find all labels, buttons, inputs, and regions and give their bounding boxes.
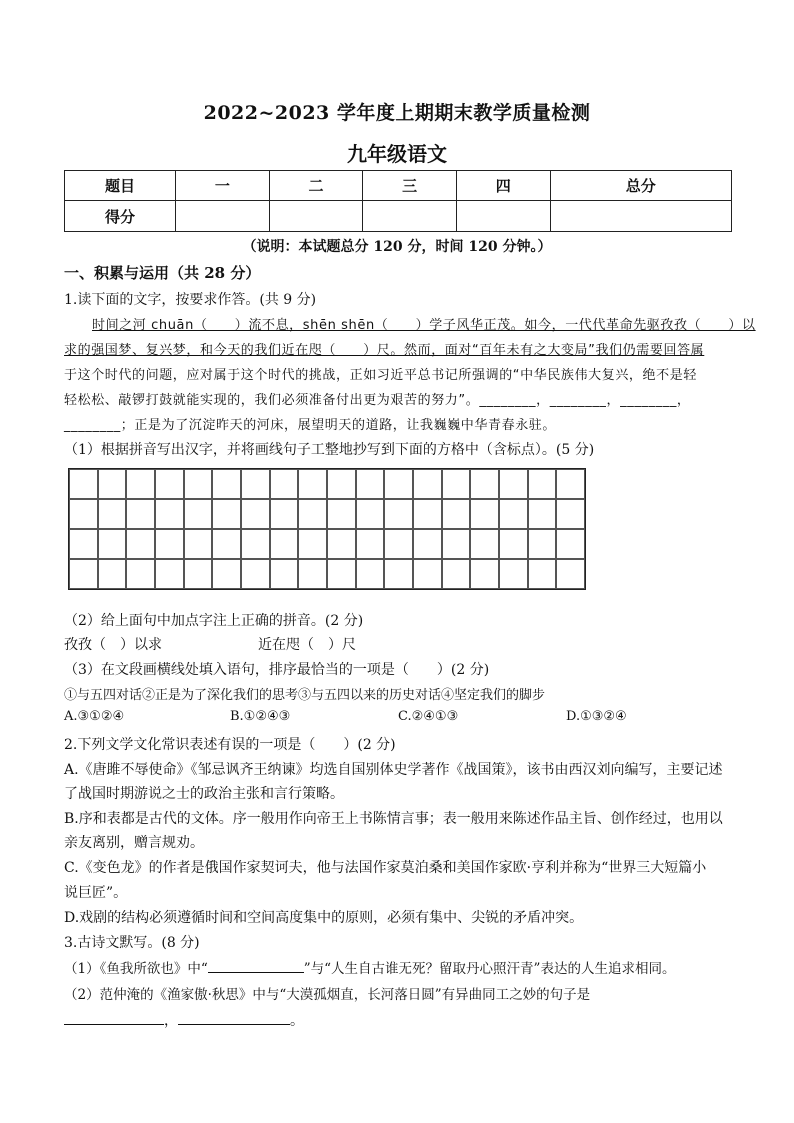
passage-line-1: 时间之河 chuān（ ）流不息，shēn shēn（ ）学子风华正茂。如今，一代代革命先驱孜孜（ ）以 — [92, 318, 756, 333]
grid-cell[interactable] — [184, 529, 213, 559]
grid-cell[interactable] — [327, 559, 356, 589]
grid-cell[interactable] — [499, 559, 528, 589]
score-col-4: 四 — [456, 171, 550, 201]
grid-cell[interactable] — [184, 469, 213, 499]
grid-cell[interactable] — [528, 469, 557, 499]
grid-cell[interactable] — [384, 499, 413, 529]
q2-option-a-line1: A.《唐雎不辱使命》《邹忌讽齐王纳谏》均选自国别体史学著作《战国策》，该书由西汉刘向编写，主要记述 — [64, 762, 723, 778]
passage-line-4: 轻松松、敲锣打鼓就能实现的，我们必须准备付出更为艰苦的努力”。________，________，________， — [64, 393, 691, 408]
passage-line-3: 于这个时代的问题，应对属于这个时代的挑战，正如习近平总书记所强调的“中华民族伟大复兴，绝不是轻 — [64, 368, 697, 383]
q1-sub2: （2）给上面句中加点字注上正确的拼音。(2 分) — [64, 613, 364, 629]
grid-cell[interactable] — [442, 469, 471, 499]
grid-cell[interactable] — [298, 499, 327, 529]
score-table — [64, 170, 732, 232]
grid-cell[interactable] — [98, 469, 127, 499]
grid-cell[interactable] — [212, 469, 241, 499]
grid-cell[interactable] — [241, 499, 270, 529]
q3-sub1 — [64, 957, 675, 977]
grid-cell[interactable] — [98, 529, 127, 559]
grid-cell[interactable] — [270, 499, 299, 529]
score-cell[interactable] — [176, 201, 270, 232]
grid-cell[interactable] — [470, 559, 499, 589]
grid-cell[interactable] — [241, 469, 270, 499]
q3-sub2-blanks — [64, 1010, 304, 1030]
grid-cell[interactable] — [556, 499, 585, 529]
grid-cell[interactable] — [470, 469, 499, 499]
option-a[interactable]: A.③①②④ — [64, 709, 125, 724]
grid-cell[interactable] — [327, 469, 356, 499]
score-cell[interactable] — [269, 201, 363, 232]
grid-cell[interactable] — [270, 529, 299, 559]
grid-cell[interactable] — [184, 499, 213, 529]
grid-cell[interactable] — [499, 529, 528, 559]
grid-cell[interactable] — [356, 469, 385, 499]
q1-sub1: （1）根据拼音写出汉字，并将画线句子工整地抄写到下面的方格中（含标点）。(5 分) — [64, 442, 595, 458]
grid-cell[interactable] — [212, 529, 241, 559]
grid-cell[interactable] — [556, 559, 585, 589]
q2-option-c-line1: C.《变色龙》的作者是俄国作家契诃夫，他与法国作家莫泊桑和美国作家欧·亨利并称为“世界三大短篇小 — [64, 860, 707, 876]
grid-cell[interactable] — [384, 529, 413, 559]
q3-sub1-post: ”与“人生自古谁无死？留取丹心照汗青”表达的人生追求相同。 — [303, 961, 676, 977]
q3-stem: 3.古诗文默写。(8 分) — [64, 935, 200, 951]
score-col-2: 二 — [269, 171, 363, 201]
q2-option-b-line2: 亲友离别，赠言规劝。 — [64, 835, 204, 851]
grid-cell[interactable] — [69, 559, 98, 589]
q1-sub3: （3）在文段画横线处填入语句，排序最恰当的一项是（ ）(2 分) — [64, 662, 490, 678]
answer-blank[interactable] — [64, 1010, 164, 1025]
grid-cell[interactable] — [184, 559, 213, 589]
q2-option-b-line1: B.序和表都是古代的文体。序一般用作向帝王上书陈情言事；表一般用来陈述作品主旨、创作经过，也用以 — [64, 811, 723, 827]
grid-cell[interactable] — [69, 469, 98, 499]
grid-cell[interactable] — [98, 499, 127, 529]
score-row-label: 得分 — [65, 201, 176, 232]
score-cell[interactable] — [456, 201, 550, 232]
grid-cell[interactable] — [384, 559, 413, 589]
exam-title: 2022~2023 学年度上期期末教学质量检测 — [203, 102, 591, 124]
grid-cell[interactable] — [298, 559, 327, 589]
score-col-3: 三 — [363, 171, 457, 201]
q1-sub3-items: ①与五四对话②正是为了深化我们的思考③与五四以来的历史对话④坚定我们的脚步 — [64, 688, 546, 703]
grid-cell[interactable] — [356, 559, 385, 589]
grid-cell[interactable] — [556, 469, 585, 499]
q2-option-d: D.戏剧的结构必须遵循时间和空间高度集中的原则，必须有集中、尖锐的矛盾冲突。 — [64, 910, 584, 926]
grid-cell[interactable] — [556, 529, 585, 559]
grid-cell[interactable] — [98, 559, 127, 589]
grid-cell[interactable] — [413, 499, 442, 529]
answer-grid[interactable] — [68, 468, 586, 590]
grid-cell[interactable] — [126, 469, 155, 499]
grid-cell[interactable] — [499, 499, 528, 529]
passage-line-5: ________；正是为了沉淀昨天的河床，展望明天的道路，让我巍巍中华青春永驻。 — [64, 418, 557, 433]
grid-cell[interactable] — [270, 469, 299, 499]
grid-cell[interactable] — [384, 469, 413, 499]
grid-cell[interactable] — [298, 529, 327, 559]
option-d[interactable]: D.①③②④ — [566, 709, 627, 724]
score-row-label: 题目 — [65, 171, 176, 201]
grid-cell[interactable] — [413, 469, 442, 499]
score-col-total: 总分 — [550, 171, 731, 201]
grid-cell[interactable] — [528, 499, 557, 529]
q3-sub2: （2）范仲淹的《渔家傲·秋思》中与“大漠孤烟直，长河落日圆”有异曲同工之妙的句子是 — [64, 987, 591, 1003]
grid-cell[interactable] — [413, 529, 442, 559]
grid-cell[interactable] — [155, 559, 184, 589]
grid-cell[interactable] — [528, 559, 557, 589]
section1-heading: 一、积累与运用（共 28 分） — [64, 264, 261, 282]
q3-sub2-comma: ， — [164, 1013, 178, 1029]
grid-cell[interactable] — [126, 529, 155, 559]
grid-cell[interactable] — [356, 529, 385, 559]
option-c[interactable]: C.②④①③ — [398, 709, 459, 724]
grid-cell[interactable] — [270, 559, 299, 589]
score-table-score-row — [65, 201, 732, 232]
score-table-header-row — [65, 171, 732, 201]
exam-subtitle: 九年级语文 — [347, 142, 447, 166]
grid-cell[interactable] — [241, 559, 270, 589]
grid-cell[interactable] — [528, 529, 557, 559]
q1-sub2-item-2: 近在咫（ ）尺 — [258, 637, 356, 653]
grid-cell[interactable] — [155, 499, 184, 529]
score-cell[interactable] — [363, 201, 457, 232]
grid-cell[interactable] — [442, 529, 471, 559]
q2-option-a-line2: 了战国时期游说之士的政治主张和言行策略。 — [64, 786, 344, 802]
grid-cell[interactable] — [470, 499, 499, 529]
option-b[interactable]: B.①②④③ — [230, 709, 291, 724]
grid-cell[interactable] — [327, 529, 356, 559]
passage-line-2: 求的强国梦、复兴梦，和今天的我们近在咫（ ）尺。然而，面对“百年未有之大变局”我们仍需要回答属 — [64, 343, 705, 358]
grid-cell[interactable] — [327, 499, 356, 529]
grid-cell[interactable] — [69, 529, 98, 559]
q2-option-c-line2: 说巨匠”。 — [64, 885, 128, 901]
grid-cell[interactable] — [356, 499, 385, 529]
grid-cell[interactable] — [298, 469, 327, 499]
q1-sub2-item-1: 孜孜（ ）以求 — [64, 637, 162, 653]
score-col-1: 一 — [176, 171, 270, 201]
grid-cell[interactable] — [126, 499, 155, 529]
grid-cell[interactable] — [442, 559, 471, 589]
q2-stem: 2.下列文学文化常识表述有误的一项是（ ）(2 分) — [64, 737, 396, 753]
grid-cell[interactable] — [499, 469, 528, 499]
grid-cell[interactable] — [442, 499, 471, 529]
q3-sub1-pre: （1）《鱼我所欲也》中“ — [64, 961, 208, 977]
grid-cell[interactable] — [413, 559, 442, 589]
grid-cell[interactable] — [241, 529, 270, 559]
grid-cell[interactable] — [126, 559, 155, 589]
answer-blank[interactable] — [178, 1010, 290, 1025]
grid-cell[interactable] — [155, 529, 184, 559]
q1-stem: 1.读下面的文字，按要求作答。(共 9 分) — [64, 292, 317, 308]
grid-cell[interactable] — [155, 469, 184, 499]
q3-sub2-period: 。 — [290, 1013, 304, 1029]
grid-cell[interactable] — [212, 559, 241, 589]
grid-cell[interactable] — [470, 529, 499, 559]
exam-note: （说明：本试题总分 120 分，时间 120 分钟。） — [242, 239, 552, 255]
answer-blank[interactable] — [208, 958, 304, 973]
grid-cell[interactable] — [212, 499, 241, 529]
grid-cell[interactable] — [69, 499, 98, 529]
score-cell[interactable] — [550, 201, 731, 232]
